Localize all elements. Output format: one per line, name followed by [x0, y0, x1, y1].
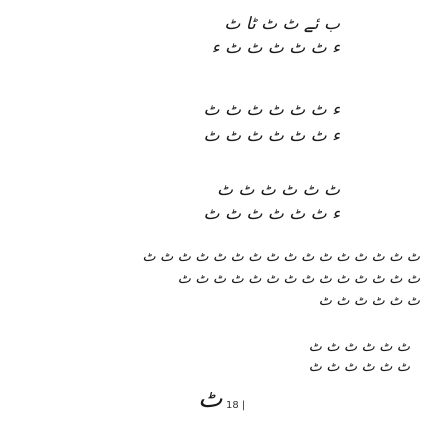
couplet-1-second-hemistich: ء ٹ ٹ ٹ ٹ ٹ ء	[211, 38, 340, 58]
signature-mark: ٹ	[198, 384, 223, 414]
couplet-3-second-hemistich: ء ٹ ٹ ٹ ٹ ٹ ٹ	[203, 204, 340, 224]
closing-line-1: ٹ ٹ ٹ ٹ ٹ ٹ	[308, 339, 410, 355]
prose-line-1: ٹ ٹ ٹ ٹ ٹ ٹ ٹ ٹ ٹ ٹ ٹ ٹ ٹ ٹ ٹ ٹ	[142, 249, 420, 265]
couplet-1-first-hemistich: ب ئے ٹ ٹ ٹا ٹ	[224, 14, 340, 34]
page-number	[226, 400, 245, 411]
couplet-2-first-hemistich: ء ٹ ٹ ٹ ٹ ٹ ٹ	[203, 100, 340, 120]
prose-line-2: ٹ ٹ ٹ ٹ ٹ ٹ ٹ ٹ ٹ ٹ ٹ ٹ ٹ ٹ	[177, 271, 420, 287]
couplet-2-second-hemistich: ء ٹ ٹ ٹ ٹ ٹ ٹ	[203, 126, 340, 146]
page-number-value: 18	[226, 400, 239, 411]
couplet-3-first-hemistich: ٹ ٹ ٹ ٹ ٹ ٹ	[216, 180, 340, 200]
closing-line-2: ٹ ٹ ٹ ٹ ٹ ٹ	[308, 359, 410, 375]
prose-line-3: ٹ ٹ ٹ ٹ ٹ ٹ	[318, 293, 420, 309]
page-number-divider: |	[238, 400, 246, 411]
